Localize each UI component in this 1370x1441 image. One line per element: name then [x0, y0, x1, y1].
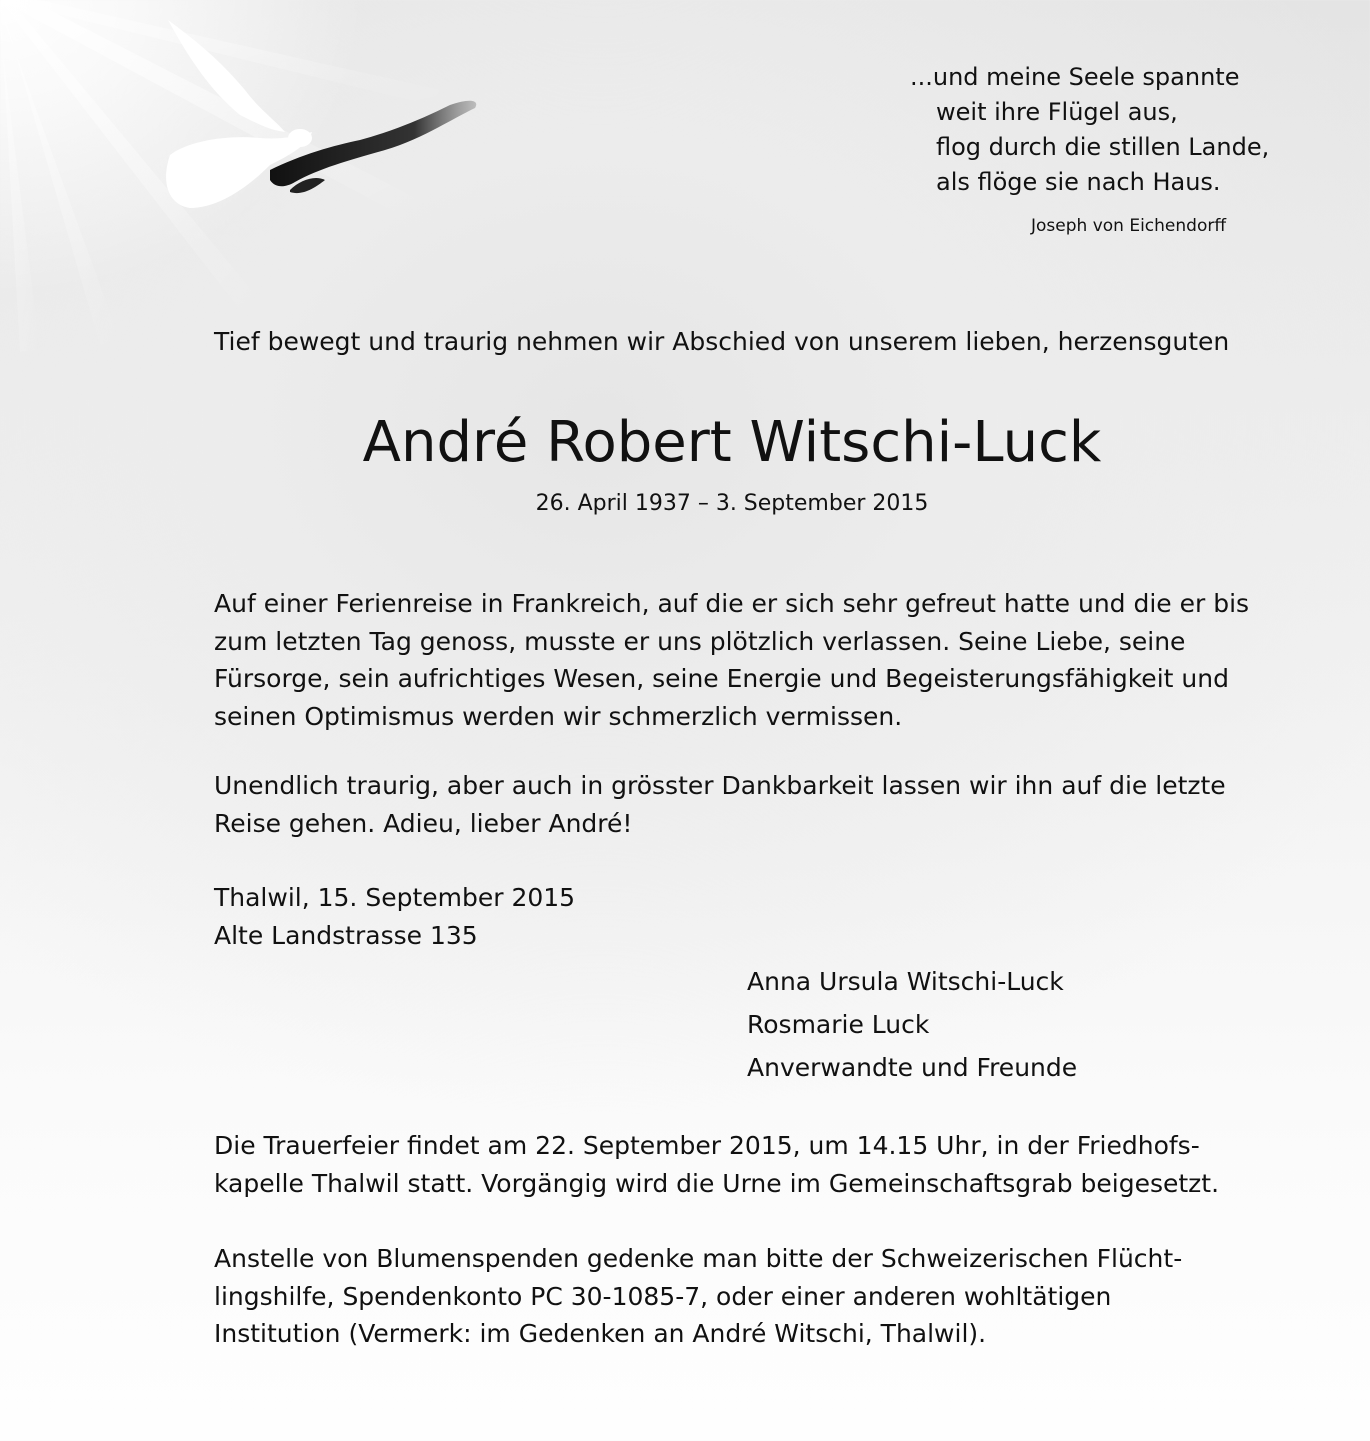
signer: Anverwandte und Freunde — [747, 1053, 1078, 1082]
text-line: Reise gehen. Adieu, lieber André! — [214, 808, 633, 838]
ceremony-paragraph — [214, 1127, 1219, 1202]
text-line: kapelle Thalwil statt. Vorgängig wird die Urne im Gemeinschaftsgrab beigesetzt. — [214, 1168, 1220, 1198]
gratitude-paragraph — [214, 767, 1226, 842]
quote-line: flog durch die stillen Lande, — [936, 133, 1270, 161]
dove-icon — [150, 20, 490, 220]
text-line: Anstelle von Blumenspenden gedenke man bitte der Schweizerischen Flücht- — [214, 1244, 1183, 1273]
signer: Rosmarie Luck — [747, 1010, 930, 1039]
text-line: zum letzten Tag genoss, musste er uns plötzlich verlassen. Seine Liebe, seine — [214, 626, 1186, 656]
address-line: Alte Landstrasse 135 — [214, 920, 478, 950]
text-line: lingshilfe, Spendenkonto PC 30-1085-7, oder einer anderen wohltätigen — [214, 1281, 1112, 1311]
place-date — [214, 879, 575, 954]
deceased-name: André Robert Witschi-Luck — [362, 410, 1102, 475]
intro-text: Tief bewegt und traurig nehmen wir Abschied von unserem lieben, herzensguten — [214, 327, 1230, 356]
life-dates: 26. April 1937 – 3. September 2015 — [535, 491, 929, 516]
text-line: Institution (Vermerk: im Gedenken an André Witschi, Thalwil). — [214, 1319, 987, 1348]
donation-paragraph — [214, 1240, 1182, 1353]
quote-line: als flöge sie nach Haus. — [936, 168, 1221, 196]
quote-author: Joseph von Eichendorff — [1031, 216, 1227, 236]
text-line: Die Trauerfeier findet am 22. September 2015, um 14.15 Uhr, in der Friedhofs- — [214, 1131, 1200, 1160]
text-line: Auf einer Ferienreise in Frankreich, auf die er sich sehr gefreut hatte und die er bis — [214, 589, 1250, 618]
place-date-line: Thalwil, 15. September 2015 — [214, 883, 576, 912]
farewell-paragraph — [214, 585, 1249, 735]
quote-block — [910, 60, 1330, 200]
text-line: Unendlich traurig, aber auch in grösster Dankbarkeit lassen wir ihn auf die letzte — [214, 771, 1226, 800]
quote-line: weit ihre Flügel aus, — [936, 98, 1178, 126]
signers-list — [747, 960, 1077, 1089]
text-line: seinen Optimismus werden wir schmerzlich vermissen. — [214, 701, 903, 731]
text-line: Fürsorge, sein aufrichtiges Wesen, seine Energie und Begeisterungsfähigkeit und — [214, 664, 1229, 693]
signer: Anna Ursula Witschi-Luck — [747, 967, 1064, 996]
quote-line: ...und meine Seele spannte — [910, 63, 1240, 91]
